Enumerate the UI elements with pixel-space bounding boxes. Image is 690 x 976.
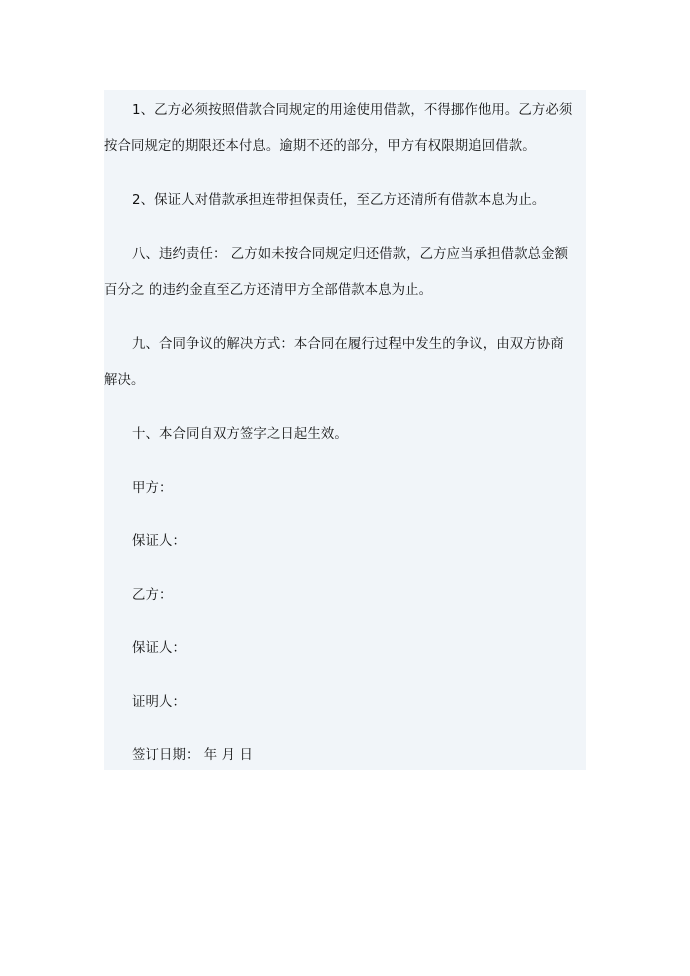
paragraph-3-line-1: 八、违约责任： 乙方如未按合同规定归还借款，乙方应当承担借款总金额: [132, 247, 569, 262]
party-b-label: 乙方：: [132, 588, 173, 603]
paragraph-4-line-1: 九、合同争议的解决方式：本合同在履行过程中发生的争议，由双方协商: [132, 337, 564, 352]
sign-date-label: 签订日期： 年 月 日: [132, 748, 253, 763]
paragraph-3-line-2: 百分之 的违约金直至乙方还清甲方全部借款本息为止。: [104, 283, 433, 298]
party-a-label: 甲方：: [132, 481, 173, 496]
witness-label: 证明人：: [132, 695, 186, 710]
guarantor-1-label: 保证人：: [132, 534, 186, 549]
paragraph-1-line-1: 1、乙方必须按照借款合同规定的用途使用借款，不得挪作他用。乙方必须: [132, 103, 573, 118]
paragraph-5-line-1: 十、本合同自双方签字之日起生效。: [132, 427, 348, 442]
paragraph-4-line-2: 解决。: [104, 373, 145, 388]
guarantor-2-label: 保证人：: [132, 641, 186, 656]
paragraph-1-line-2: 按合同规定的期限还本付息。逾期不还的部分，甲方有权限期追回借款。: [104, 139, 536, 154]
paragraph-2-line-1: 2、保证人对借款承担连带担保责任，至乙方还清所有借款本息为止。: [132, 193, 546, 208]
